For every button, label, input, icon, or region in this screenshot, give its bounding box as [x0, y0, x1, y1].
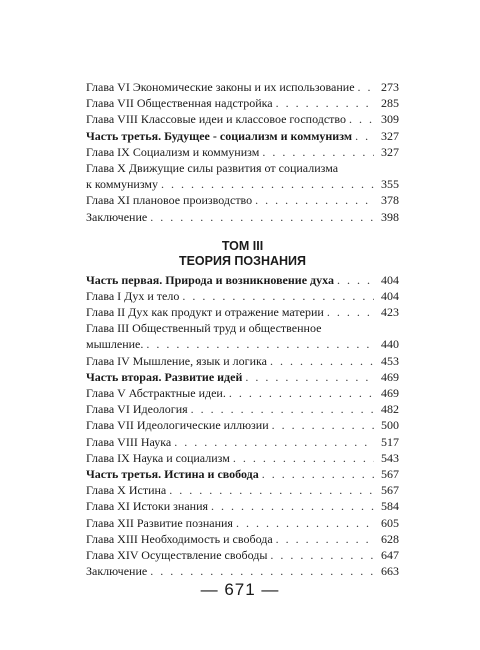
toc-entry-title: Глава IV Мышление, язык и логика: [86, 353, 267, 368]
table-of-contents-page: [86, 79, 399, 579]
toc-dot-leader: [358, 79, 374, 95]
toc-entry: [86, 547, 399, 563]
toc-entry-title: Часть первая. Природа и возникновение духа: [86, 272, 334, 287]
toc-dot-leader: [270, 547, 374, 563]
toc-entry-title: Часть вторая. Развитие идей: [86, 369, 243, 384]
toc-entry: [86, 353, 399, 369]
toc-section-volume2-part3: [86, 79, 399, 225]
toc-part-entry: [86, 369, 399, 385]
toc-entry: [86, 111, 399, 127]
toc-dot-leader: [229, 385, 374, 401]
toc-entry: [86, 304, 399, 320]
page-number: — 671 —: [200, 580, 280, 599]
toc-dot-leader: [161, 176, 374, 192]
toc-entry-page: 500: [381, 418, 399, 433]
toc-entry: [86, 450, 399, 466]
toc-entry-page: 440: [381, 337, 399, 352]
toc-dot-leader: [262, 466, 374, 482]
toc-entry-title: Глава I Дух и тело: [86, 288, 180, 303]
toc-entry-title: Глава XI Истоки знания: [86, 499, 209, 514]
toc-entry-page: 647: [381, 547, 399, 562]
toc-part-entry: [86, 128, 399, 144]
toc-dot-leader: [211, 498, 374, 514]
toc-dot-leader: [255, 192, 374, 208]
toc-dot-leader: [191, 401, 374, 417]
toc-entry-title: Глава VII Общественная надстройка: [86, 96, 273, 111]
volume-subheading: ТЕОРИЯ ПОЗНАНИЯ: [178, 253, 307, 268]
toc-entry-page: 517: [381, 434, 399, 449]
toc-entry-title: Глава IX Наука и социализм: [86, 450, 230, 465]
toc-entry-page: 605: [381, 515, 399, 530]
toc-entry-title: к коммунизму: [86, 177, 159, 192]
toc-entry: [86, 209, 399, 225]
toc-entry-title: Заключение: [86, 209, 148, 224]
toc-dot-leader: [355, 128, 374, 144]
toc-entry: [86, 563, 399, 579]
toc-dot-leader: [150, 209, 374, 225]
toc-dot-leader: [236, 515, 374, 531]
toc-dot-leader: [276, 95, 374, 111]
toc-entry: [86, 434, 399, 450]
toc-entry-page: 628: [381, 531, 399, 546]
toc-entry: [86, 144, 399, 160]
toc-entry-title: Глава XIII Необходимость и свобода: [86, 531, 273, 546]
toc-entry-title: мышление.: [86, 337, 144, 352]
toc-dot-leader: [272, 417, 374, 433]
toc-entry-page: 567: [381, 483, 399, 498]
toc-entry-page: 453: [381, 353, 399, 368]
toc-entry-page: 469: [381, 369, 399, 384]
toc-entry: [86, 401, 399, 417]
toc-entry: [86, 336, 399, 352]
toc-dot-leader: [349, 111, 374, 127]
toc-dot-leader: [169, 482, 374, 498]
toc-entry-page: 584: [381, 499, 399, 514]
toc-entry-page: 273: [381, 80, 399, 94]
toc-entry-page: 327: [381, 128, 399, 143]
toc-entry-title: Глава IX Социализм и коммунизм: [86, 144, 260, 159]
toc-entry-page: 663: [381, 564, 399, 579]
toc-entry-title: Глава VII Идеологические иллюзии: [86, 418, 269, 433]
toc-entry: [86, 498, 399, 514]
toc-entry: [86, 531, 399, 547]
toc-entry-title: Глава VI Идеология: [86, 402, 188, 417]
toc-dot-leader: [270, 353, 374, 369]
toc-dot-leader: [174, 434, 374, 450]
toc-dot-leader: [245, 369, 374, 385]
toc-entry-title: Часть третья. Истина и свобода: [86, 466, 259, 481]
toc-entry-page: 285: [381, 96, 399, 111]
toc-entry: [86, 79, 399, 95]
toc-dot-leader: [233, 450, 374, 466]
toc-entry-title: Глава VIII Классовые идеи и классовое господство: [86, 112, 346, 127]
toc-entry-title: Глава XIV Осуществление свободы: [86, 547, 268, 562]
toc-entry: [86, 385, 399, 401]
toc-entry-title: Глава II Дух как продукт и отражение материи: [86, 305, 324, 320]
toc-part-entry: [86, 466, 399, 482]
toc-section-volume3: [86, 272, 399, 580]
toc-entry-title: Глава XI плановое производство: [86, 193, 253, 208]
toc-entry: [86, 482, 399, 498]
toc-entry-first-line: Глава X Движущие силы развития от социализма: [86, 160, 339, 175]
toc-part-entry: [86, 272, 399, 288]
toc-entry-page: 482: [381, 402, 399, 417]
toc-dot-leader: [262, 144, 374, 160]
toc-entry-title: Глава VIII Наука: [86, 434, 172, 449]
toc-entry: [86, 192, 399, 208]
toc-entry-page: 543: [381, 450, 399, 465]
toc-entry-first-line: Глава III Общественный труд и общественное: [86, 321, 322, 336]
toc-dot-leader: [182, 288, 374, 304]
toc-entry-page: 404: [381, 272, 399, 287]
toc-entry-page: 567: [381, 466, 399, 481]
toc-entry-page: 423: [381, 305, 399, 320]
toc-entry-title: Глава V Абстрактные идеи.: [86, 386, 226, 400]
toc-entry-page: 398: [381, 209, 399, 224]
toc-dot-leader: [327, 304, 374, 320]
toc-dot-leader: [150, 563, 374, 579]
toc-entry-title: Глава VI Экономические законы и их использование: [86, 80, 355, 94]
toc-entry-page: 404: [381, 288, 399, 303]
toc-entry-page: 355: [381, 177, 399, 192]
toc-entry: [86, 176, 399, 192]
toc-entry-title: Часть третья. Будущее - социализм и коммунизм: [86, 128, 353, 143]
volume-heading: ТОМ III: [221, 238, 264, 253]
toc-entry: [86, 288, 399, 304]
toc-entry: [86, 95, 399, 111]
toc-entry-title: Глава XII Развитие познания: [86, 515, 233, 530]
toc-entry-page: 309: [381, 112, 399, 127]
toc-entry-page: 378: [381, 193, 399, 208]
toc-dot-leader: [146, 336, 374, 352]
toc-entry-title: Глава X Истина: [86, 483, 167, 498]
toc-entry-page: 327: [381, 144, 399, 159]
toc-entry-title: Заключение: [86, 564, 148, 579]
toc-entry: [86, 515, 399, 531]
toc-entry: [86, 417, 399, 433]
toc-dot-leader: [337, 272, 374, 288]
toc-entry-page: 469: [381, 386, 399, 400]
toc-dot-leader: [276, 531, 374, 547]
